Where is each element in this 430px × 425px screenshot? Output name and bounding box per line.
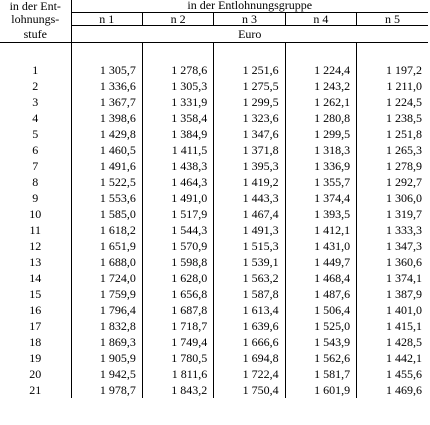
amount-cell: 1 429,8 xyxy=(71,126,142,142)
amount-cell: 1 759,9 xyxy=(71,286,142,302)
amount-cell: 1 562,6 xyxy=(285,350,356,366)
amount-cell: 1 718,7 xyxy=(142,318,213,334)
amount-cell: 1 243,2 xyxy=(285,78,356,94)
amount-cell: 1 491,6 xyxy=(71,158,142,174)
table-row xyxy=(0,286,428,302)
amount-cell: 1 347,6 xyxy=(214,126,285,142)
table-row xyxy=(0,190,428,206)
table-row xyxy=(0,302,428,318)
amount-cell: 1 360,6 xyxy=(357,254,428,270)
amount-cell: 1 796,4 xyxy=(71,302,142,318)
amount-cell: 1 438,3 xyxy=(142,158,213,174)
stufe-cell: 9 xyxy=(32,191,39,205)
stufe-cell: 19 xyxy=(29,351,42,365)
amount-cell: 1 491,0 xyxy=(142,190,213,206)
stufe-cell: 1 xyxy=(32,63,39,77)
amount-cell: 1 666,6 xyxy=(214,334,285,350)
amount-cell: 1 585,0 xyxy=(71,206,142,222)
amount-cell: 1 419,2 xyxy=(214,174,285,190)
amount-cell: 1 280,8 xyxy=(285,110,356,126)
amount-cell: 1 749,4 xyxy=(142,334,213,350)
stufe-cell: 18 xyxy=(29,335,42,349)
stufe-cell: 7 xyxy=(32,159,39,173)
table-row xyxy=(0,238,428,254)
amount-cell: 1 415,1 xyxy=(357,318,428,334)
amount-cell: 1 613,4 xyxy=(214,302,285,318)
group-header-n2: n 2 xyxy=(142,13,213,26)
amount-cell: 1 905,9 xyxy=(71,350,142,366)
group-header-n1: n 1 xyxy=(71,13,142,26)
stufe-cell: 16 xyxy=(29,303,42,317)
amount-cell: 1 722,4 xyxy=(214,366,285,382)
amount-cell: 1 306,0 xyxy=(357,190,428,206)
amount-cell: 1 331,9 xyxy=(142,94,213,110)
amount-cell: 1 522,5 xyxy=(71,174,142,190)
stufe-header-line3: stufe xyxy=(0,26,71,43)
amount-cell: 1 395,3 xyxy=(214,158,285,174)
amount-cell: 1 442,1 xyxy=(357,350,428,366)
stufe-cell: 15 xyxy=(29,287,42,301)
amount-cell: 1 336,9 xyxy=(285,158,356,174)
amount-cell: 1 238,5 xyxy=(357,110,428,126)
table-row xyxy=(0,174,428,190)
amount-cell: 1 401,0 xyxy=(357,302,428,318)
amount-cell: 1 587,8 xyxy=(214,286,285,302)
amount-cell: 1 464,3 xyxy=(142,174,213,190)
group-header-n4: n 4 xyxy=(285,13,356,26)
amount-cell: 1 869,3 xyxy=(71,334,142,350)
amount-cell: 1 601,9 xyxy=(285,382,356,398)
amount-cell: 1 724,0 xyxy=(71,270,142,286)
amount-cell: 1 374,4 xyxy=(285,190,356,206)
amount-cell: 1 843,2 xyxy=(142,382,213,398)
amount-cell: 1 832,8 xyxy=(71,318,142,334)
amount-cell: 1 750,4 xyxy=(214,382,285,398)
amount-cell: 1 978,7 xyxy=(71,382,142,398)
amount-cell: 1 347,3 xyxy=(357,238,428,254)
amount-cell: 1 333,3 xyxy=(357,222,428,238)
unit-label: Euro xyxy=(71,26,428,43)
amount-cell: 1 319,7 xyxy=(357,206,428,222)
group-header-n3: n 3 xyxy=(214,13,285,26)
amount-cell: 1 371,8 xyxy=(214,142,285,158)
table-row xyxy=(0,350,428,366)
amount-cell: 1 656,8 xyxy=(142,286,213,302)
amount-cell: 1 367,7 xyxy=(71,94,142,110)
stufe-cell: 2 xyxy=(32,79,39,93)
amount-cell: 1 211,0 xyxy=(357,78,428,94)
stufe-header-line1: in der Ent- xyxy=(9,0,61,13)
amount-cell: 1 455,6 xyxy=(357,366,428,382)
amount-cell: 1 515,3 xyxy=(214,238,285,254)
stufe-cell: 3 xyxy=(32,95,39,109)
amount-cell: 1 544,3 xyxy=(142,222,213,238)
amount-cell: 1 539,1 xyxy=(214,254,285,270)
amount-cell: 1 224,4 xyxy=(285,62,356,78)
stufe-cell: 5 xyxy=(32,127,39,141)
amount-cell: 1 517,9 xyxy=(142,206,213,222)
amount-cell: 1 384,9 xyxy=(142,126,213,142)
stufe-cell: 8 xyxy=(32,175,39,189)
amount-cell: 1 553,6 xyxy=(71,190,142,206)
amount-cell: 1 651,9 xyxy=(71,238,142,254)
group-header-n5: n 5 xyxy=(357,13,428,26)
amount-cell: 1 694,8 xyxy=(214,350,285,366)
amount-cell: 1 563,2 xyxy=(214,270,285,286)
amount-cell: 1 506,4 xyxy=(285,302,356,318)
amount-cell: 1 780,5 xyxy=(142,350,213,366)
amount-cell: 1 598,8 xyxy=(142,254,213,270)
table-row xyxy=(0,110,428,126)
table-row xyxy=(0,142,428,158)
amount-cell: 1 224,5 xyxy=(357,94,428,110)
amount-cell: 1 443,3 xyxy=(214,190,285,206)
amount-cell: 1 449,7 xyxy=(285,254,356,270)
table-row xyxy=(0,94,428,110)
stufe-cell: 11 xyxy=(29,223,42,237)
amount-cell: 1 811,6 xyxy=(142,366,213,382)
amount-cell: 1 487,6 xyxy=(285,286,356,302)
amount-cell: 1 358,4 xyxy=(142,110,213,126)
amount-cell: 1 469,6 xyxy=(357,382,428,398)
amount-cell: 1 336,6 xyxy=(71,78,142,94)
amount-cell: 1 460,5 xyxy=(71,142,142,158)
group-title: in der Entlohnungsgruppe xyxy=(71,0,428,13)
amount-cell: 1 251,6 xyxy=(214,62,285,78)
amount-cell: 1 305,3 xyxy=(142,78,213,94)
stufe-cell: 14 xyxy=(29,271,42,285)
amount-cell: 1 355,7 xyxy=(285,174,356,190)
amount-cell: 1 428,5 xyxy=(357,334,428,350)
stufe-cell: 21 xyxy=(29,383,42,397)
table-row xyxy=(0,366,428,382)
amount-cell: 1 299,5 xyxy=(214,94,285,110)
amount-cell: 1 570,9 xyxy=(142,238,213,254)
amount-cell: 1 278,9 xyxy=(357,158,428,174)
amount-cell: 1 374,1 xyxy=(357,270,428,286)
amount-cell: 1 628,0 xyxy=(142,270,213,286)
amount-cell: 1 525,0 xyxy=(285,318,356,334)
amount-cell: 1 581,7 xyxy=(285,366,356,382)
amount-cell: 1 299,5 xyxy=(285,126,356,142)
amount-cell: 1 305,7 xyxy=(71,62,142,78)
table-row xyxy=(0,206,428,222)
table-row xyxy=(0,126,428,142)
table-row xyxy=(0,78,428,94)
amount-cell: 1 275,5 xyxy=(214,78,285,94)
amount-cell: 1 688,0 xyxy=(71,254,142,270)
table-row xyxy=(0,318,428,334)
amount-cell: 1 398,6 xyxy=(71,110,142,126)
stufe-cell: 13 xyxy=(29,255,42,269)
amount-cell: 1 251,8 xyxy=(357,126,428,142)
stufe-header-line2: lohnungs- xyxy=(11,12,60,26)
table-row xyxy=(0,334,428,350)
amount-cell: 1 197,2 xyxy=(357,62,428,78)
table-row xyxy=(0,222,428,238)
amount-cell: 1 543,9 xyxy=(285,334,356,350)
table-row xyxy=(0,270,428,286)
stufe-cell: 12 xyxy=(29,239,42,253)
table-row xyxy=(0,382,428,398)
amount-cell: 1 387,9 xyxy=(357,286,428,302)
stufe-cell: 6 xyxy=(32,143,39,157)
table-row xyxy=(0,62,428,78)
amount-cell: 1 292,7 xyxy=(357,174,428,190)
amount-cell: 1 618,2 xyxy=(71,222,142,238)
amount-cell: 1 318,3 xyxy=(285,142,356,158)
amount-cell: 1 278,6 xyxy=(142,62,213,78)
salary-rows xyxy=(0,62,428,398)
amount-cell: 1 491,3 xyxy=(214,222,285,238)
stufe-cell: 17 xyxy=(29,319,42,333)
amount-cell: 1 639,6 xyxy=(214,318,285,334)
amount-cell: 1 265,3 xyxy=(357,142,428,158)
amount-cell: 1 412,1 xyxy=(285,222,356,238)
table-row xyxy=(0,158,428,174)
amount-cell: 1 431,0 xyxy=(285,238,356,254)
stufe-cell: 20 xyxy=(29,367,42,381)
amount-cell: 1 687,8 xyxy=(142,302,213,318)
stufe-cell: 10 xyxy=(29,207,42,221)
amount-cell: 1 262,1 xyxy=(285,94,356,110)
amount-cell: 1 468,4 xyxy=(285,270,356,286)
stufe-cell: 4 xyxy=(32,111,39,125)
amount-cell: 1 411,5 xyxy=(142,142,213,158)
table-row xyxy=(0,254,428,270)
amount-cell: 1 942,5 xyxy=(71,366,142,382)
amount-cell: 1 467,4 xyxy=(214,206,285,222)
amount-cell: 1 323,6 xyxy=(214,110,285,126)
amount-cell: 1 393,5 xyxy=(285,206,356,222)
